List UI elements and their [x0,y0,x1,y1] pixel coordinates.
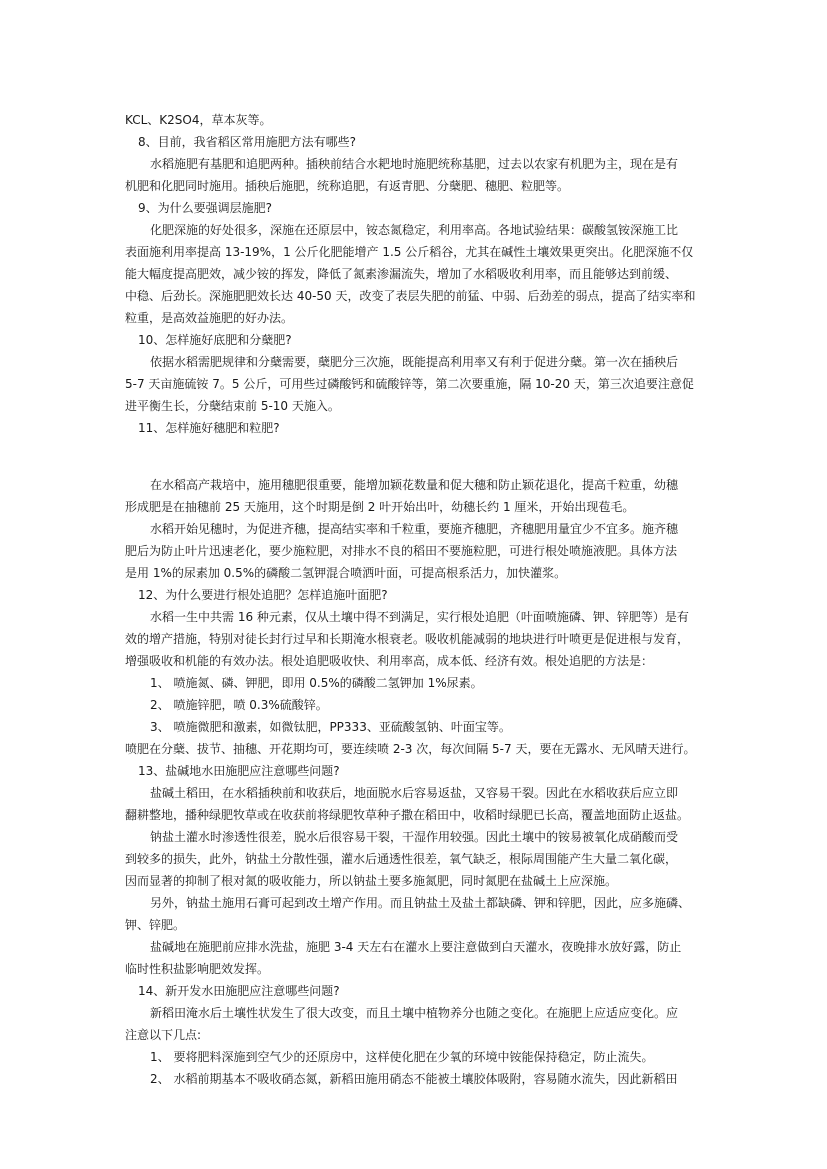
paragraph-line: 表面施利用率提高 13-19%，1 公斤化肥能增产 1.5 公斤稻谷，尤其在碱性土壤效果更突出。化肥深施不仅 [125,245,694,259]
paragraph-line: 机肥和化肥同时施用。插秧后施肥，统称追肥，有返青肥、分蘖肥、穗肥、粒肥等。 [125,179,570,193]
list-item: 1、 要将肥料深施到空气少的还原房中，这样使化肥在少氧的环境中铵能保持稳定，防止流失。 [150,1050,654,1064]
paragraph-line: 能大幅度提高肥效，减少铵的挥发，降低了氮素渗漏流失，增加了水稻吸收利用率，而且能够达到前缓、 [125,267,678,281]
question-heading: 9、为什么要强调层施肥? [138,201,273,215]
paragraph-line: 水稻施肥有基肥和追肥两种。插秧前结合水耙地时施肥统称基肥，过去以农家有机肥为主，现在是有 [150,157,679,171]
paragraph-line: 临时性积盐影响肥效发挥。 [125,962,270,976]
paragraph-line: 在水稻高产栽培中，施用穗肥很重要，能增加颖花数量和促大穗和防止颖花退化，提高千粒重，幼穗 [150,478,679,492]
paragraph-line: 因而显著的抑制了根对氮的吸收能力，所以钠盐土要多施氮肥，同时氮肥在盐碱土上应深施。 [125,874,618,888]
paragraph-line: 进平衡生长，分蘖结束前 5-10 天施入。 [125,399,340,413]
paragraph-line: 到较多的损失，此外，钠盐土分散性强，灌水后通透性很差，氧气缺乏，根际周围能产生大量二氧化碳， [125,852,678,866]
paragraph-line: 5-7 天亩施硫铵 7。5 公斤，可用些过磷酸钙和硫酸锌等，第二次要重施，隔 10-20 天，第三次追要注意促 [125,377,694,391]
paragraph-line: 喷肥在分蘖、拔节、抽穗、开花期均可，要连续喷 2-3 次，每次间隔 5-7 天，要在无露水、无风晴天进行。 [125,742,696,756]
list-item: 3、 喷施微肥和激素，如微钛肥，PP333、亚硫酸氢钠、叶面宝等。 [150,720,511,734]
list-item: 2、 水稻前期基本不吸收硝态氮，新稻田施用硝态不能被土壤胶体吸附，容易随水流失，因此新稻田 [150,1072,678,1086]
question-heading: 13、盐碱地水田施肥应注意哪些问题? [138,764,340,778]
question-heading: 10、怎样施好底肥和分蘖肥? [138,333,292,347]
paragraph-line: 水稻开始见穗时，为促进齐穗，提高结实率和千粒重，要施齐穗肥，齐穗肥用量宜少不宜多。施齐穗 [150,522,679,536]
blank-line [125,439,703,474]
paragraph-line: 肥后为防止叶片迅速老化，要少施粒肥，对排水不良的稻田不要施粒肥，可进行根处喷施液肥。具体方法 [125,544,678,558]
list-item: 2、 喷施锌肥，喷 0.3%硫酸锌。 [150,698,328,712]
question-heading: 11、怎样施好穗肥和粒肥? [138,421,280,435]
paragraph-line: 形成肥是在抽穗前 25 天施用，这个时期是倒 2 叶开始出叶，幼穗长约 1 厘米，开始出现苞毛。 [125,500,635,514]
paragraph-line: 粒重，是高效益施肥的好办法。 [125,311,294,325]
question-heading: 14、新开发水田施肥应注意哪些问题? [138,984,340,998]
paragraph-line: 新稻田淹水后土壤性状发生了很大改变，而且土壤中植物养分也随之变化。在施肥上应适应变化。应 [150,1006,679,1020]
paragraph-line: 依据水稻需肥规律和分蘖需要，蘖肥分三次施，既能提高利用率又有利于促进分蘖。第一次在插秧后 [150,355,679,369]
document-body [125,109,703,1090]
paragraph-line: 盐碱土稻田，在水稻插秧前和收获后，地面脱水后容易返盐，又容易干裂。因此在水稻收获后应立即 [150,786,679,800]
question-heading: 8、目前，我省稻区常用施肥方法有哪些? [138,135,357,149]
paragraph-line: 水稻一生中共需 16 种元素，仅从土壤中得不到满足，实行根处追肥（叶面喷施磷、钾、锌肥等）是有 [150,610,689,624]
paragraph-line: 是用 1%的尿素加 0.5%的磷酸二氢钾混合喷洒叶面，可提高根系活力，加快灌浆。 [125,566,567,580]
list-item: 1、 喷施氮、磷、钾肥，即用 0.5%的磷酸二氢钾加 1%尿素。 [150,676,483,690]
paragraph-line: 钠盐土灌水时渗透性很差，脱水后很容易干裂，干湿作用较强。因此土壤中的铵易被氧化成硝酸而受 [150,830,679,844]
paragraph-line: 盐碱地在施肥前应排水洗盐，施肥 3-4 天左右在灌水上要注意做到白天灌水，夜晚排水放好露，防止 [150,940,682,954]
paragraph-line: 增强吸收和机能的有效办法。根处追肥吸收快、利用率高，成本低、经济有效。根处追肥的方法是： [125,654,654,668]
paragraph-line: 翻耕整地，播种绿肥牧草或在收获前将绿肥牧草种子撒在稻田中，收稻时绿肥已长高，覆盖地面防止返盐。 [125,808,690,822]
paragraph-line: 注意以下几点: [125,1028,202,1042]
question-heading: 12、为什么要进行根处追肥？怎样追施叶面肥? [138,588,388,602]
paragraph-line: 另外，钠盐土施用石膏可起到改土增产作用。而且钠盐土及盐土都缺磷、钾和锌肥，因此，应多施磷、 [150,896,691,910]
paragraph-line: 化肥深施的好处很多，深施在还原层中，铵态氮稳定，利用率高。各地试验结果：碳酸氢铵深施工比 [150,223,679,237]
text-line: KCL、K2SO4，草本灰等。 [125,113,272,127]
paragraph-line: 中稳、后劲长。深施肥肥效长达 40-50 天，改变了表层失肥的前猛、中弱、后劲差的弱点，提高了结实率和 [125,289,696,303]
paragraph-line: 效的增产措施，特别对徒长封行过早和长期淹水根衰老。吸收机能减弱的地块进行叶喷更是促进根与发育， [125,632,690,646]
paragraph-line: 钾、锌肥。 [125,918,186,932]
